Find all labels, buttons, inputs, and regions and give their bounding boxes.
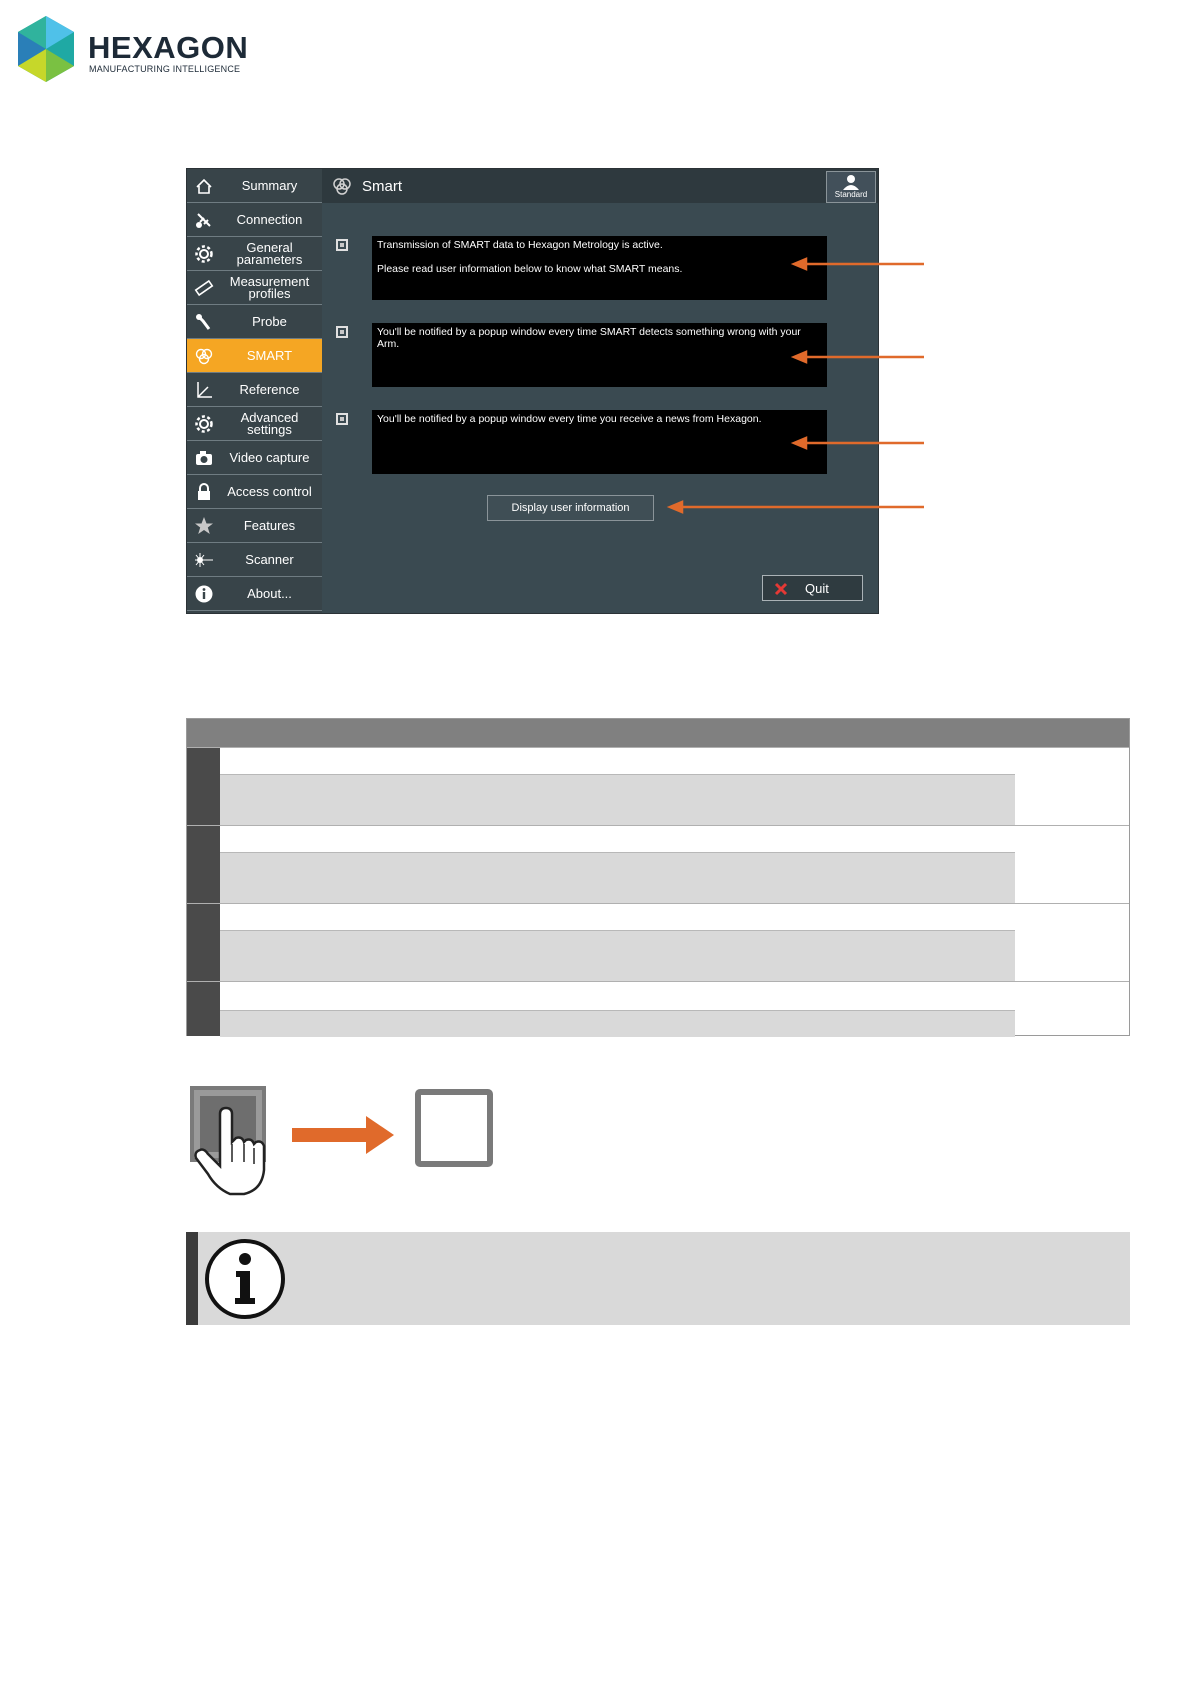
- probe-icon: [187, 312, 221, 332]
- sidebar: [187, 169, 322, 613]
- callout-arrowhead-4: [670, 502, 682, 512]
- brain-icon: [332, 176, 352, 196]
- table-header: [187, 719, 1129, 747]
- hexagon-logo-mark: [16, 16, 76, 82]
- table-row-detail: [220, 930, 1015, 981]
- sidebar-item-label: Connection: [236, 211, 303, 227]
- logo-tagline: MANUFACTURING INTELLIGENCE: [89, 64, 241, 74]
- gear-icon: [187, 414, 221, 434]
- table-row-index: [187, 826, 220, 904]
- table-row-detail: [220, 852, 1015, 903]
- sidebar-item-features[interactable]: [187, 509, 322, 543]
- smart-data-checkbox[interactable]: [336, 239, 348, 251]
- table-row-index: [187, 904, 220, 982]
- table-row: [187, 981, 1129, 1036]
- sidebar-item-label: SMART: [246, 347, 293, 363]
- callout-arrows: [650, 240, 930, 520]
- sidebar-item-reference[interactable]: [187, 373, 322, 407]
- camera-icon: [187, 448, 221, 468]
- sidebar-item-access-control[interactable]: [187, 475, 322, 509]
- info-note: [186, 1232, 1130, 1325]
- sidebar-item-connection[interactable]: [187, 203, 322, 237]
- description-table: [186, 718, 1130, 1036]
- page-title: Smart: [362, 178, 403, 195]
- info-note-bar: [186, 1232, 198, 1325]
- brain-icon: [187, 346, 221, 366]
- unchecked-checkbox-icon: [418, 1092, 490, 1164]
- sidebar-item-label: Access control: [227, 483, 312, 499]
- ruler-icon: [187, 278, 221, 298]
- table-row-detail: [220, 774, 1015, 825]
- arm-notify-checkbox[interactable]: [336, 326, 348, 338]
- quit-button[interactable]: [762, 575, 863, 601]
- sidebar-item-about[interactable]: [187, 577, 322, 611]
- laser-icon: [187, 550, 221, 570]
- table-row-detail: [220, 1010, 1015, 1037]
- sidebar-item-label: Advanced settings: [240, 409, 299, 437]
- lock-icon: [187, 482, 221, 502]
- arrow-right-icon: [292, 1116, 394, 1154]
- sidebar-item-label: About...: [247, 585, 292, 601]
- sidebar-item-measurement-profiles[interactable]: [187, 271, 322, 305]
- callout-arrowhead-1: [794, 259, 806, 269]
- sidebar-item-label: Video capture: [229, 449, 310, 465]
- smart-status-message: Transmission of SMART data to Hexagon Metrology is active. Please read user information below to know what SMART means.: [372, 236, 827, 300]
- quit-label: Quit: [805, 581, 829, 596]
- user-level-label: Standard: [834, 190, 868, 199]
- user-profile-button[interactable]: [826, 171, 876, 203]
- news-notify-message: You'll be notified by a popup window every time you receive a news from Hexagon.: [372, 410, 827, 474]
- uncheck-illustration: [186, 1084, 506, 1204]
- connection-icon: [187, 210, 221, 230]
- user-icon: [842, 174, 860, 190]
- callout-arrowhead-2: [794, 352, 806, 362]
- logo-wordmark: HEXAGON: [88, 30, 249, 65]
- sidebar-item-summary[interactable]: [187, 169, 322, 203]
- axes-icon: [187, 380, 221, 400]
- table-row-index: [187, 982, 220, 1036]
- sidebar-item-video-capture[interactable]: [187, 441, 322, 475]
- content-header: [322, 169, 878, 203]
- sidebar-item-label: General parameters: [236, 239, 303, 267]
- arm-notify-message: You'll be notified by a popup window every time SMART detects something wrong with your Arm.: [372, 323, 827, 387]
- info-icon: [187, 584, 221, 604]
- sidebar-item-label: Measurement profiles: [229, 273, 310, 301]
- sidebar-item-smart[interactable]: [187, 339, 322, 373]
- sidebar-item-advanced-settings[interactable]: [187, 407, 322, 441]
- sidebar-item-probe[interactable]: [187, 305, 322, 339]
- sidebar-item-label: Reference: [239, 381, 300, 397]
- sidebar-item-general-parameters[interactable]: [187, 237, 322, 271]
- sidebar-item-scanner[interactable]: [187, 543, 322, 577]
- table-row: [187, 747, 1129, 826]
- display-user-information-button[interactable]: Display user information: [487, 495, 654, 521]
- news-notify-checkbox[interactable]: [336, 413, 348, 425]
- sidebar-item-label: Probe: [252, 313, 287, 329]
- table-row: [187, 825, 1129, 904]
- callout-arrowhead-3: [794, 438, 806, 448]
- sidebar-item-label: Scanner: [245, 551, 294, 567]
- sidebar-item-label: Summary: [241, 177, 298, 193]
- gear-icon: [187, 244, 221, 264]
- table-row-index: [187, 748, 220, 826]
- star-icon: [187, 516, 221, 536]
- home-icon: [187, 176, 221, 196]
- table-row: [187, 903, 1129, 982]
- sidebar-item-label: Features: [243, 517, 296, 533]
- close-icon: [774, 582, 788, 596]
- info-icon: [204, 1238, 286, 1320]
